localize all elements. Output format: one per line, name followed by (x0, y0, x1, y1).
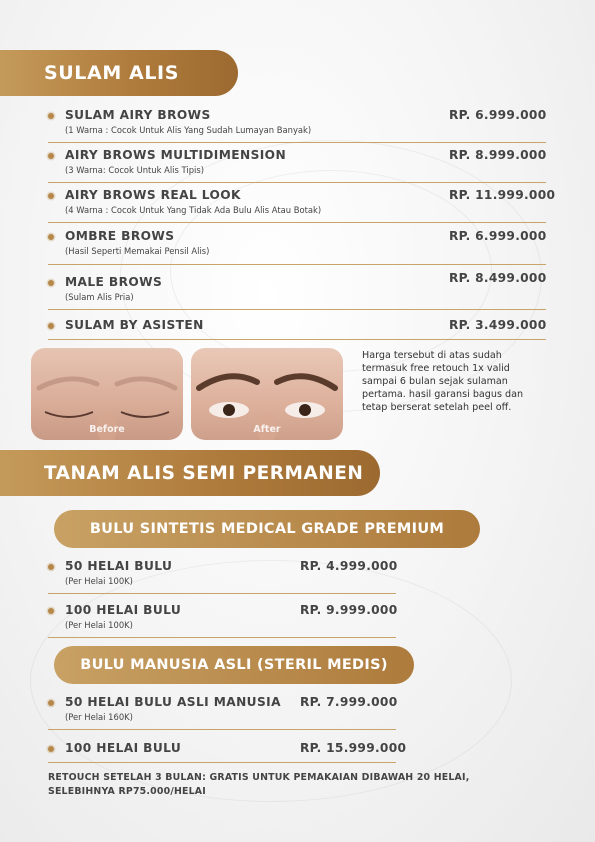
guarantee-note: Harga tersebut di atas sudah termasuk free retouch 1x valid sampai 6 bulan sejak sulaman pertama. hasil garansi bagus dan tetap berserat setelah peel off. (362, 350, 524, 413)
bullet-icon (48, 323, 54, 329)
item-description: (Per Helai 100K) (65, 620, 133, 630)
item-price: RP. 6.999.000 (449, 108, 547, 122)
divider (48, 762, 396, 763)
before-label: Before (89, 424, 125, 435)
item-description: (1 Warna : Cocok Untuk Alis Yang Sudah Lumayan Banyak) (65, 125, 312, 135)
divider (48, 637, 396, 638)
divider (48, 182, 546, 183)
retouch-note: RETOUCH SETELAH 3 BULAN: GRATIS UNTUK PEMAKAIAN DIBAWAH 20 HELAI, SELEBIHNYA RP75.000/HELAI (48, 772, 470, 797)
item-name: 50 HELAI BULU (65, 559, 173, 573)
divider (48, 264, 546, 265)
divider (48, 339, 546, 340)
item-price: RP. 9.999.000 (300, 603, 398, 617)
item-name: AIRY BROWS REAL LOOK (65, 188, 241, 202)
item-name: SULAM AIRY BROWS (65, 108, 211, 122)
bullet-icon (48, 153, 54, 159)
item-price: RP. 4.999.000 (300, 559, 398, 573)
divider (48, 222, 546, 223)
section-title: TANAM ALIS SEMI PERMANEN (44, 462, 364, 484)
item-description: (3 Warna: Cocok Untuk Alis Tipis) (65, 165, 204, 175)
item-price: RP. 6.999.000 (449, 229, 547, 243)
item-description: (4 Warna : Cocok Untuk Yang Tidak Ada Bulu Alis Atau Botak) (65, 205, 322, 215)
item-price: RP. 7.999.000 (300, 695, 398, 709)
bullet-icon (48, 746, 54, 752)
item-description: (Per Helai 160K) (65, 712, 133, 722)
bullet-icon (48, 234, 54, 240)
section-header-sulam-alis (0, 50, 238, 96)
item-name: 100 HELAI BULU (65, 603, 182, 617)
subsection-title: BULU MANUSIA ASLI (STERIL MEDIS) (80, 657, 388, 673)
subsection-sintetis (54, 510, 480, 548)
subsection-title: BULU SINTETIS MEDICAL GRADE PREMIUM (89, 521, 445, 537)
item-name: SULAM BY ASISTEN (65, 318, 204, 332)
item-name: MALE BROWS (65, 275, 163, 289)
item-name: AIRY BROWS MULTIDIMENSION (65, 148, 287, 162)
after-label: After (253, 424, 281, 435)
item-price: RP. 3.499.000 (449, 318, 547, 332)
item-name: 100 HELAI BULU (65, 741, 182, 755)
bullet-icon (48, 564, 54, 570)
before-photo (31, 348, 183, 440)
section-header-tanam-alis (0, 450, 380, 496)
bullet-icon (48, 193, 54, 199)
item-price: RP. 8.999.000 (449, 148, 547, 162)
item-description: (Per Helai 100K) (65, 576, 133, 586)
bullet-icon (48, 608, 54, 614)
item-description: (Hasil Seperti Memakai Pensil Alis) (65, 246, 210, 256)
divider (48, 593, 396, 594)
bullet-icon (48, 113, 54, 119)
item-name: OMBRE BROWS (65, 229, 175, 243)
divider (48, 142, 546, 143)
bullet-icon (48, 280, 54, 286)
item-price: RP. 15.999.000 (300, 741, 407, 755)
item-name: 50 HELAI BULU ASLI MANUSIA (65, 695, 281, 709)
divider (48, 729, 396, 730)
divider (48, 309, 546, 310)
item-description: (Sulam Alis Pria) (65, 292, 134, 302)
after-photo (191, 348, 343, 440)
section-title: SULAM ALIS (44, 62, 180, 84)
bullet-icon (48, 700, 54, 706)
item-price: RP. 11.999.000 (449, 188, 556, 202)
item-price: RP. 8.499.000 (449, 271, 547, 285)
subsection-manusia (54, 646, 414, 684)
